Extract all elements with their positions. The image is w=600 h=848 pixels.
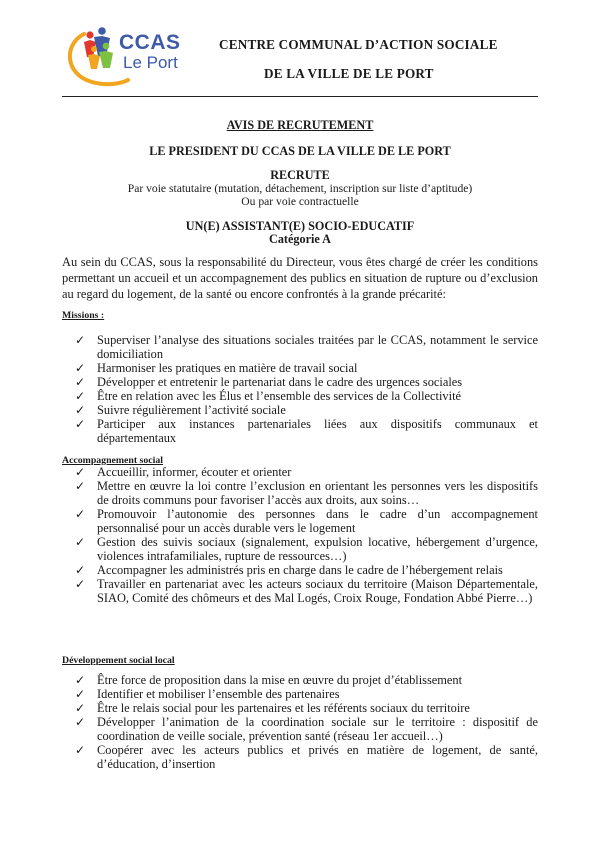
list-item: ✓ Accompagner les administrés pris en charge dans le cadre de l’hébergement relais	[75, 562, 503, 577]
list-item: ✓ Suivre régulièrement l’activité sociale	[75, 403, 286, 418]
position-category: Catégorie A	[269, 232, 331, 246]
list-item: ✓ Mettre en œuvre la loi contre l’exclusion en orientant les personnes vers les dispositifs de droits communs pour favoriser l’accès aux droits, aux soins…	[75, 479, 538, 507]
logo-text-le-port: Le Port	[123, 53, 178, 72]
list-item: ✓ Être le relais social pour les partenaires et les référents sociaux du territoire	[75, 701, 470, 716]
accompagnement-heading: Accompagnement social	[62, 455, 163, 466]
check-icon: ✓	[75, 534, 86, 549]
check-icon: ✓	[75, 562, 86, 577]
list-item: ✓ Gestion des suivis sociaux (signalement, expulsion locative, hébergement d’urgence, violences intrafamiliales, rupture de ressources…)	[75, 534, 538, 563]
check-icon: ✓	[75, 389, 86, 404]
list-item: ✓ Promouvoir l’autonomie des personnes dans le cadre d’un accompagnement personnalisé pour un accès durable vers le logement	[75, 506, 538, 535]
organization-name: CENTRE COMMUNAL D’ACTION SOCIALE	[219, 37, 498, 52]
check-icon: ✓	[75, 673, 86, 687]
check-icon: ✓	[75, 743, 86, 758]
list-item: ✓ Participer aux instances partenariales liées aux dispositifs communaux et départementaux	[75, 417, 538, 446]
intro-paragraph: Au sein du CCAS, sous la responsabilité du Directeur, vous êtes chargé de créer les conditions permettant un accueil et un accompagnement des publics en situation de rupture ou d’exclusion au regard du logement, de la santé ou encore confrontés à la grande précarité:	[62, 255, 538, 301]
developpement-heading: Développement social local	[62, 655, 175, 666]
position-title: UN(E) ASSISTANT(E) SOCIO-EDUCATIF	[185, 219, 415, 233]
list-item: ✓ Développer l’animation de la coordination sociale sur le territoire : dispositif de coordination de veille sociale, prévention santé (réseau 1er accueil…)	[75, 715, 538, 744]
check-icon: ✓	[75, 417, 86, 432]
check-icon: ✓	[75, 715, 86, 730]
check-icon: ✓	[75, 576, 86, 591]
logo-text-ccas: CCAS	[119, 31, 181, 54]
list-item: ✓ Développer et entretenir le partenariat dans le cadre des urgences sociales	[75, 374, 463, 389]
list-item: ✓ Être en relation avec les Élus et l’ensemble des services de la Collectivité	[75, 389, 462, 404]
check-icon: ✓	[75, 333, 86, 347]
header-divider	[62, 96, 538, 97]
recruitment-mode-contract: Ou par voie contractuelle	[241, 195, 359, 208]
list-item: ✓ Travailler en partenariat avec les acteurs sociaux du territoire (Maison Départementale, SIAO, Comité des chômeurs et des Mal Logés, Croix Rouge, Fondation Abbé Pierre…)	[75, 576, 538, 605]
list-item: ✓ Coopérer avec les acteurs publics et privés en matière de logement, de santé, d’éducation, d’insertion	[75, 743, 538, 771]
check-icon: ✓	[75, 506, 86, 521]
missions-heading: Missions :	[62, 310, 105, 321]
recrute-heading: RECRUTE	[270, 168, 330, 182]
check-icon: ✓	[75, 465, 86, 479]
check-icon: ✓	[75, 479, 86, 494]
check-icon: ✓	[75, 687, 86, 702]
developpement-list	[75, 674, 538, 772]
organization-city: DE LA VILLE DE LE PORT	[264, 66, 434, 81]
notice-title: AVIS DE RECRUTEMENT	[226, 118, 374, 132]
check-icon: ✓	[75, 374, 86, 389]
list-item: ✓ Harmoniser les pratiques en matière de travail social	[75, 360, 358, 375]
accompagnement-list	[75, 466, 538, 606]
president-heading: LE PRESIDENT DU CCAS DE LA VILLE DE LE PORT	[149, 144, 451, 158]
check-icon: ✓	[75, 360, 86, 375]
recruitment-mode-statutory: Par voie statutaire (mutation, détachement, inscription sur liste d’aptitude)	[127, 182, 473, 195]
list-item: ✓ Être force de proposition dans la mise en œuvre du projet d’établissement	[75, 673, 463, 687]
list-item: ✓ Accueillir, informer, écouter et orienter	[75, 465, 292, 479]
check-icon: ✓	[75, 701, 86, 716]
list-item: ✓ Superviser l’analyse des situations sociales traitées par le CCAS, notamment le service domiciliation	[75, 333, 538, 361]
list-item: ✓ Identifier et mobiliser l’ensemble des partenaires	[75, 687, 340, 702]
missions-list	[75, 334, 538, 446]
check-icon: ✓	[75, 403, 86, 418]
